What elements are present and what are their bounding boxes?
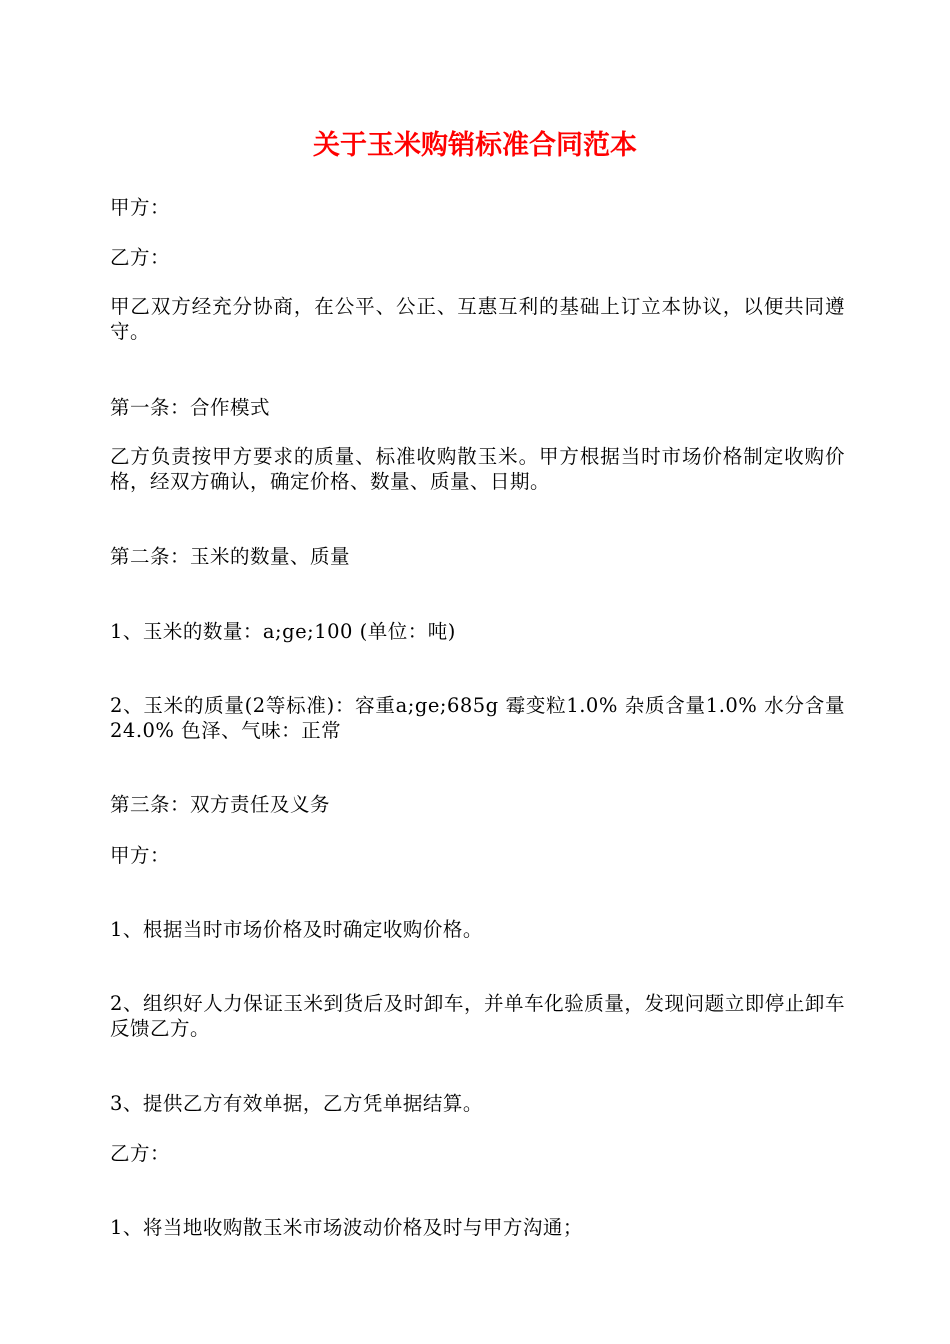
party-b-duties-label: 乙方： (110, 1142, 171, 1165)
document-title: 关于玉米购销标准合同范本 (313, 130, 637, 161)
article-2-item-1: 1、玉米的数量：a;ge;100 (单位：吨) (110, 620, 456, 643)
party-a-label: 甲方： (110, 196, 171, 219)
party-a-duty-2: 2、组织好人力保证玉米到货后及时卸车，并单车化验质量，发现问题立即停止卸车反馈乙方。 (110, 992, 845, 1040)
preamble-paragraph: 甲乙双方经充分协商，在公平、公正、互惠互利的基础上订立本协议，以便共同遵守。 (110, 295, 845, 343)
article-1-heading: 第一条：合作模式 (110, 396, 271, 419)
party-a-duties-label: 甲方： (110, 844, 171, 867)
article-2-item-2: 2、玉米的质量(2等标准)：容重a;ge;685g 霉变粒1.0% 杂质含量1.0% 水分含量24.0% 色泽、气味：正常 (110, 694, 845, 742)
article-1-paragraph: 乙方负责按甲方要求的质量、标准收购散玉米。甲方根据当时市场价格制定收购价格，经双方确认，确定价格、数量、质量、日期。 (110, 445, 845, 493)
article-2-heading: 第二条：玉米的数量、质量 (110, 545, 351, 568)
party-a-duty-1: 1、根据当时市场价格及时确定收购价格。 (110, 918, 483, 941)
party-b-label: 乙方： (110, 246, 171, 269)
article-3-heading: 第三条：双方责任及义务 (110, 793, 331, 816)
party-b-duty-1: 1、将当地收购散玉米市场波动价格及时与甲方沟通； (110, 1216, 583, 1239)
party-a-duty-3: 3、提供乙方有效单据，乙方凭单据结算。 (110, 1092, 483, 1115)
